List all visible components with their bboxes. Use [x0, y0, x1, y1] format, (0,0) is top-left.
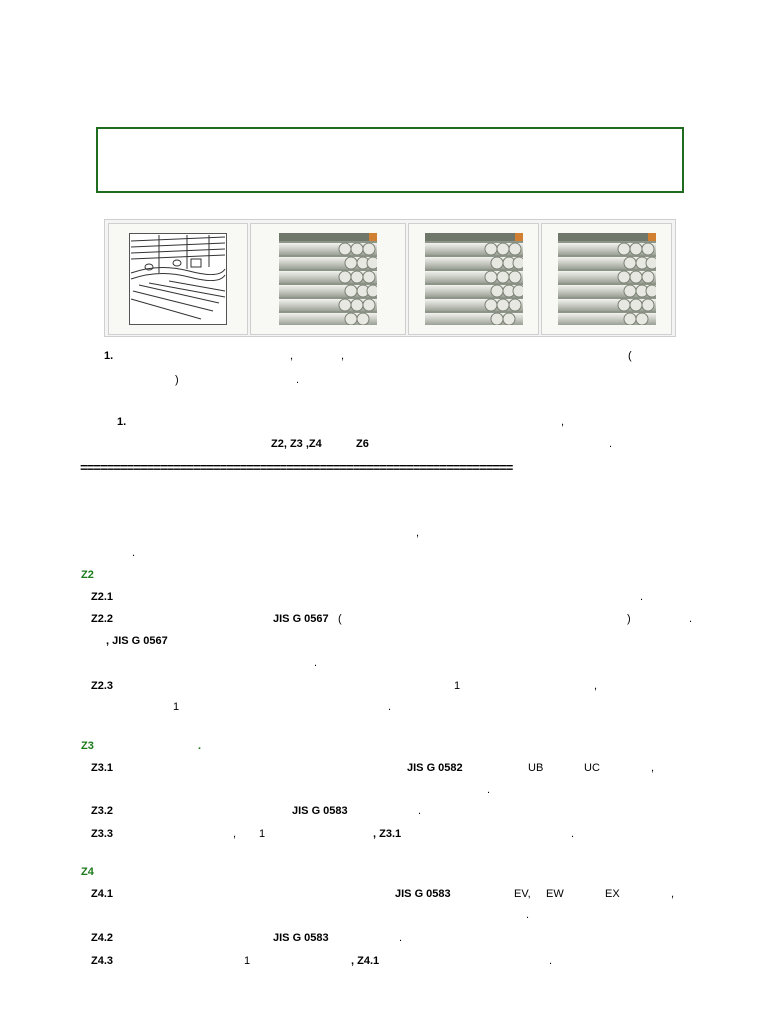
clause-z3-2-period: . — [418, 805, 422, 817]
intro-p1-comma-1: , — [290, 350, 294, 362]
clause-z4-3-label: Z4.3 — [91, 955, 114, 967]
clause-z3-2-standard: JIS G 0583 — [292, 805, 348, 817]
heading-z3-period: . — [198, 740, 202, 752]
clause-z4-3-period: . — [549, 955, 553, 967]
clause-z4-3-one: 1 — [244, 955, 251, 967]
clause-z3-3-label: Z3.3 — [91, 828, 114, 840]
gallery-cell-1 — [108, 223, 248, 335]
clause-z3-1-ub: UB — [528, 762, 544, 774]
gallery-cell-4 — [541, 223, 672, 335]
clause-z2-3-one-a: 1 — [454, 680, 461, 692]
clause-z2-1-label: Z2.1 — [91, 591, 114, 603]
clause-z4-2-period: . — [399, 932, 403, 944]
clause-z2-2-paren-open: ( — [338, 613, 342, 625]
clause-z4-2-label: Z4.2 — [91, 932, 114, 944]
clause-z3-1-standard: JIS G 0582 — [407, 762, 463, 774]
image-gallery — [104, 219, 676, 337]
clause-z2-2-cont-period: . — [314, 657, 318, 669]
clause-z4-1-standard: JIS G 0583 — [395, 888, 451, 900]
clause-z2-3-one-b: 1 — [173, 701, 180, 713]
intro-p2-grade-z6: Z6 — [356, 438, 369, 450]
clause-z2-1-period: . — [640, 591, 644, 603]
heading-z3: Z3 — [81, 740, 94, 752]
intro-p2-grades: Z2, Z3 ,Z4 — [271, 438, 322, 450]
clause-z3-1-period: . — [487, 784, 491, 796]
clause-z3-3-comma: , — [233, 828, 237, 840]
intro-p2-number: 1. — [117, 416, 127, 428]
clause-z2-2-standard: JIS G 0567 — [273, 613, 329, 625]
clause-z2-3-comma: , — [594, 680, 598, 692]
section-divider: ================================================================= — [80, 462, 513, 476]
clause-z2-3-period: . — [388, 701, 392, 713]
clause-z3-3-one: 1 — [259, 828, 266, 840]
steel-bar-bundle-image — [279, 233, 377, 325]
clause-z3-3-reference: , Z3.1 — [373, 828, 402, 840]
clause-z3-1-label: Z3.1 — [91, 762, 114, 774]
intro-p1-period: . — [296, 374, 300, 386]
clause-z2-2-paren-close: ) — [627, 613, 631, 625]
clause-z2-2-standard-ref: , JIS G 0567 — [106, 635, 168, 647]
pipe-rack-drawing — [129, 233, 227, 325]
intro-p2-period: . — [609, 438, 613, 450]
clause-z4-1-period: . — [526, 909, 530, 921]
heading-z2: Z2 — [81, 569, 94, 581]
clause-z4-1-label: Z4.1 — [91, 888, 114, 900]
title-box — [96, 127, 684, 193]
clause-z4-2-standard: JIS G 0583 — [273, 932, 329, 944]
clause-z2-2-period: . — [689, 613, 693, 625]
intro-p1-comma-2: , — [341, 350, 345, 362]
clause-z3-1-uc: UC — [584, 762, 600, 774]
clause-z2-2-label: Z2.2 — [91, 613, 114, 625]
clause-z4-1-ev: EV, — [514, 888, 531, 900]
clause-z3-3-period: . — [571, 828, 575, 840]
clause-z3-2-label: Z3.2 — [91, 805, 114, 817]
clause-z4-1-ew: EW — [546, 888, 564, 900]
clause-z3-1-comma: , — [651, 762, 655, 774]
gallery-cell-3 — [408, 223, 539, 335]
body-intro-period: . — [132, 547, 136, 559]
intro-p2-comma: , — [561, 416, 565, 428]
clause-z2-3-label: Z2.3 — [91, 680, 114, 692]
intro-p1-paren-close: ) — [175, 374, 179, 386]
body-intro-comma: , — [416, 527, 420, 539]
steel-bar-bundle-image — [425, 233, 523, 325]
intro-p1-number: 1. — [104, 350, 114, 362]
clause-z4-1-ex: EX — [605, 888, 620, 900]
steel-bar-bundle-image — [558, 233, 656, 325]
intro-p1-paren-open: ( — [628, 350, 632, 362]
clause-z4-1-comma: , — [671, 888, 675, 900]
heading-z4: Z4 — [81, 866, 94, 878]
gallery-cell-2 — [250, 223, 406, 335]
clause-z4-3-reference: , Z4.1 — [351, 955, 380, 967]
